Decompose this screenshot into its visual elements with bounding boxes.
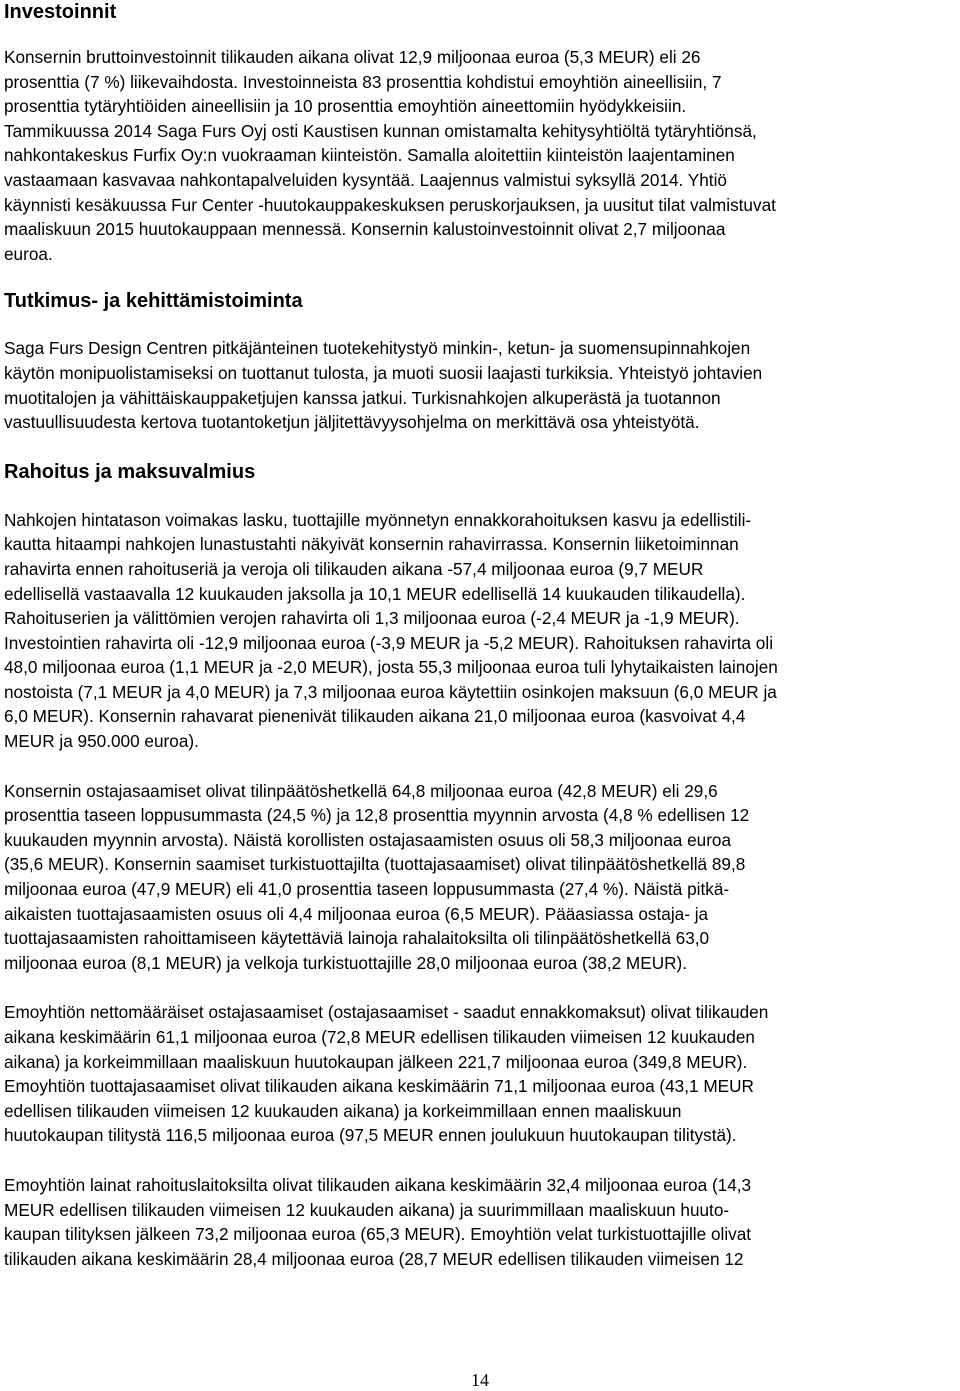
- section-heading-investoinnit: Investoinnit: [4, 1, 117, 23]
- paragraph-tutkimus: Saga Furs Design Centren pitkäjänteinen tuotekehitystyö minkin-, ketun- ja suomensupinnahkojen käytön monipuolistamiseksi on tuottanut tulosta, ja muoti suosii laajasti turkiksia. Yhteistyö johtavien muotitalojen ja vähittäiskauppaketjujen kanssa jatkui. Turkisnahkojen alkuperästä ja tuotannon vastuullisuudesta kertova tuotantoketjun jäljitettävyysohjelma on merkittävä osa yhteistyötä.: [4, 338, 763, 433]
- page-number: 14: [471, 1370, 489, 1390]
- section-heading-tutkimus: Tutkimus- ja kehittämistoiminta: [4, 290, 303, 313]
- paragraph-investoinnit: Konsernin bruttoinvestoinnit tilikauden aikana olivat 12,9 miljoonaa euroa (5,3 MEUR) eli 26 prosenttia (7 %) liikevaihdosta. Investoinneista 83 prosenttia kohdistui emoyhtiön aineellisiin, 7 prosenttia tytäryhtiöiden aineellisiin ja 10 prosenttia emoyhtiön aineettomiin hyödykkeisiin. Tammikuussa 2014 Saga Furs Oyj osti Kaustisen kunnan omistamalta kehitysyhtiöltä tytäryhtiönsä, nahkontakeskus Furfix Oy:n vuokraaman kiinteistön. Samalla aloitettiin kiinteistön laajentaminen vastaamaan kasvavaa nahkontapalveluiden kysyntää. Laajennus valmistui syksyllä 2014. Yhtiö käynnisti kesäkuussa Fur Center -huutokauppakeskuksen peruskorjauksen, ja uusitut tilat valmistuvat maaliskuun 2015 huutokauppaan mennessä. Konsernin kalustoinvestoinnit olivat 2,7 miljoonaa euroa.: [4, 47, 776, 264]
- paragraph-rahoitus-parent-receivables: Emoyhtiön nettomääräiset ostajasaamiset (ostajasaamiset - saadut ennakkomaksut) olivat tilikauden aikana keskimäärin 61,1 miljoonaa euroa (72,8 MEUR edellisen tilikauden viimeisen 12 kuukauden aikana) ja korkeimmillaan maaliskuun huutokaupan jälkeen 221,7 miljoonaa euroa (349,8 MEUR). Emoyhtiön tuottajasaamiset olivat tilikauden aikana keskimäärin 71,1 miljoonaa euroa (43,1 MEUR edellisen tilikauden viimeisen 12 kuukauden aikana) ja korkeimmillaan ennen maaliskuun huutokaupan tilitystä 116,5 miljoonaa euroa (97,5 MEUR ennen joulukuun huutokaupan tilitystä).: [4, 1002, 769, 1146]
- section-heading-rahoitus: Rahoitus ja maksuvalmius: [4, 460, 256, 483]
- paragraph-rahoitus-parent-loans: Emoyhtiön lainat rahoituslaitoksilta olivat tilikauden aikana keskimäärin 32,4 miljoonaa euroa (14,3 MEUR edellisen tilikauden viimeisen 12 kuukauden aikana) ja suurimmillaan maaliskuun huuto- kaupan tilityksen jälkeen 73,2 miljoonaa euroa (65,3 MEUR). Emoyhtiön velat turkistuottajille olivat tilikauden aikana keskimäärin 28,4 miljoonaa euroa (28,7 MEUR edellisen tilikauden viimeisen 12: [4, 1174, 752, 1269]
- paragraph-rahoitus-cash-flow: Nahkojen hintatason voimakas lasku, tuottajille myönnetyn ennakkorahoituksen kasvu ja edellistili- kautta hitaampi nahkojen lunastustahti näkyivät konsernin rahavirrassa. Konsernin liiketoiminnan rahavirta ennen rahoituseriä ja veroja oli tilikauden aikana -57,4 miljoonaa euroa (9,7 MEUR edellisellä vastaavalla 12 kuukauden jaksolla ja 10,1 MEUR edellisellä 14 kuukauden tilikaudella). Rahoituserien ja välittömien verojen rahavirta oli 1,3 miljoonaa euroa (-2,4 MEUR ja -1,9 MEUR). Investointien rahavirta oli -12,9 miljoonaa euroa (-3,9 MEUR ja -5,2 MEUR). Rahoituksen rahavirta oli 48,0 miljoonaa euroa (1,1 MEUR ja -2,0 MEUR), josta 55,3 miljoonaa euroa tuli lyhytaikaisten lainojen nostoista (7,1 MEUR ja 4,0 MEUR) ja 7,3 miljoonaa euroa käytettiin osinkojen maksuun (6,0 MEUR ja 6,0 MEUR). Konsernin rahavarat pienenivät tilikauden aikana 21,0 miljoonaa euroa (kasvoivat 4,4 MEUR ja 950.000 euroa).: [4, 509, 778, 752]
- document-page: [4, 0, 956, 1271]
- paragraph-rahoitus-receivables: Konsernin ostajasaamiset olivat tilinpäätöshetkellä 64,8 miljoonaa euroa (42,8 MEUR) eli 29,6 prosenttia taseen loppusummasta (24,5 %) ja 12,8 prosenttia myynnin arvosta (4,8 % edellisen 12 kuukauden myynnin arvosta). Näistä korollisten ostajasaamisten osuus oli 58,3 miljoonaa euroa (35,6 MEUR). Konsernin saamiset turkistuottajilta (tuottajasaamiset) olivat tilinpäätöshetkellä 89,8 miljoonaa euroa (47,9 MEUR) eli 41,0 prosenttia taseen loppusummasta (27,4 %). Näistä pitkä- aikaisten tuottajasaamisten osuus oli 4,4 miljoonaa euroa (6,5 MEUR). Pääasiassa ostaja- ja tuottajasaamisten rahoittamiseen käytettäviä lainoja rahalaitoksilta oli tilinpäätöshetkellä 63,0 miljoonaa euroa (8,1 MEUR) ja velkoja turkistuottajille 28,0 miljoonaa euroa (38,2 MEUR).: [4, 780, 750, 973]
